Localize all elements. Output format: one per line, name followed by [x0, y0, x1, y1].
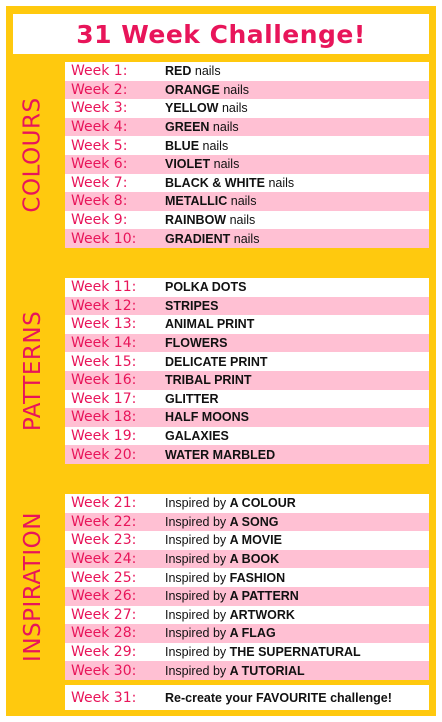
- section-rows: [65, 278, 429, 464]
- section-rows: [65, 494, 429, 680]
- week-label: Week 19:: [71, 428, 137, 445]
- week-label: Week 21:: [71, 495, 137, 512]
- challenge-text: WATER MARBLED: [165, 447, 276, 462]
- section-patterns: [13, 278, 429, 464]
- challenge-text: VIOLET nails: [165, 157, 240, 172]
- challenge-text: FLOWERS: [165, 336, 228, 351]
- section-rows: [65, 62, 429, 248]
- challenge-text: Inspired by A PATTERN: [165, 589, 299, 604]
- challenge-text: HALF MOONS: [165, 410, 250, 425]
- challenge-text: TRIBAL PRINT: [165, 373, 252, 388]
- week-label: Week 4:: [71, 119, 128, 136]
- week-row: [65, 211, 429, 230]
- challenge-text: Inspired by THE SUPERNATURAL: [165, 645, 361, 660]
- challenge-text: RAINBOW nails: [165, 213, 256, 228]
- challenge-text: ORANGE nails: [165, 82, 250, 97]
- week-row: [65, 174, 429, 193]
- section-colours: [13, 62, 429, 248]
- week-label: Week 16:: [71, 372, 137, 389]
- title-box: [13, 14, 429, 54]
- week-row: [65, 315, 429, 334]
- week-label: Week 12:: [71, 297, 137, 314]
- week-label: Week 17:: [71, 390, 137, 407]
- week-label: Week 8:: [71, 193, 128, 210]
- week-label: Week 14:: [71, 335, 137, 352]
- challenge-text: Re-create your FAVOURITE challenge!: [165, 690, 392, 705]
- challenge-text: Inspired by FASHION: [165, 570, 286, 585]
- challenge-text: Inspired by A FLAG: [165, 626, 276, 641]
- week-label: Week 22:: [71, 513, 137, 530]
- week-label: Week 9:: [71, 212, 128, 229]
- week-row: [65, 352, 429, 371]
- challenge-text: Inspired by ARTWORK: [165, 607, 295, 622]
- challenge-text: Inspired by A SONG: [165, 514, 279, 529]
- challenge-text: GRADIENT nails: [165, 231, 260, 246]
- week-label: Week 23:: [71, 532, 137, 549]
- week-label: Week 11:: [71, 279, 137, 296]
- week-label: Week 27:: [71, 606, 137, 623]
- week-label: Week 24:: [71, 551, 137, 568]
- week-label: Week 29:: [71, 644, 137, 661]
- final-challenge-row: [65, 685, 429, 710]
- week-row: [65, 550, 429, 569]
- week-row: [65, 334, 429, 353]
- challenge-text: METALLIC nails: [165, 194, 257, 209]
- week-row: [65, 99, 429, 118]
- challenge-text: GALAXIES: [165, 429, 229, 444]
- week-label: Week 30:: [71, 662, 137, 679]
- challenge-text: GREEN nails: [165, 120, 239, 135]
- week-label: Week 7:: [71, 174, 128, 191]
- week-label: Week 6:: [71, 156, 128, 173]
- week-label: Week 1:: [71, 63, 128, 80]
- challenge-text: Inspired by A BOOK: [165, 552, 280, 567]
- week-label: Week 20:: [71, 446, 137, 463]
- week-label: Week 5:: [71, 137, 128, 154]
- week-row: [65, 427, 429, 446]
- week-row: [65, 643, 429, 662]
- challenge-text: POLKA DOTS: [165, 280, 247, 295]
- week-row: [65, 661, 429, 680]
- week-row: [65, 531, 429, 550]
- week-row: [65, 278, 429, 297]
- section-label-colours: COLOURS: [20, 97, 46, 213]
- week-row: [65, 408, 429, 427]
- section-inspiration: [13, 494, 429, 680]
- week-label: Week 31:: [71, 689, 137, 706]
- challenge-text: ANIMAL PRINT: [165, 317, 255, 332]
- section-label-inspiration: INSPIRATION: [20, 512, 47, 662]
- week-row: [65, 118, 429, 137]
- week-label: Week 15:: [71, 353, 137, 370]
- week-row: [65, 155, 429, 174]
- week-label: Week 28:: [71, 625, 137, 642]
- week-row: [65, 606, 429, 625]
- week-label: Week 25:: [71, 569, 137, 586]
- page-title: 31 Week Challenge!: [76, 19, 366, 49]
- week-row: [65, 568, 429, 587]
- challenge-text: Inspired by A TUTORIAL: [165, 663, 305, 678]
- challenge-text: Inspired by A COLOUR: [165, 496, 296, 511]
- week-row: [65, 81, 429, 100]
- week-label: Week 13:: [71, 316, 137, 333]
- week-label: Week 2:: [71, 81, 128, 98]
- week-row: [65, 62, 429, 81]
- week-row: [65, 494, 429, 513]
- challenge-text: GLITTER: [165, 391, 219, 406]
- week-row: [65, 229, 429, 248]
- week-row: [65, 624, 429, 643]
- challenge-text: RED nails: [165, 64, 221, 79]
- challenge-text: YELLOW nails: [165, 101, 248, 116]
- week-row: [65, 445, 429, 464]
- week-label: Week 18:: [71, 409, 137, 426]
- challenge-text: Inspired by A MOVIE: [165, 533, 282, 548]
- week-label: Week 10:: [71, 230, 137, 247]
- challenge-text: BLACK & WHITE nails: [165, 175, 295, 190]
- section-label-patterns: PATTERNS: [20, 310, 47, 432]
- week-row: [65, 587, 429, 606]
- challenge-text: STRIPES: [165, 298, 219, 313]
- challenge-text: DELICATE PRINT: [165, 354, 268, 369]
- week-label: Week 3:: [71, 100, 128, 117]
- week-row: [65, 371, 429, 390]
- week-row: [65, 297, 429, 316]
- week-row: [65, 513, 429, 532]
- week-row: [65, 192, 429, 211]
- challenge-text: BLUE nails: [165, 138, 229, 153]
- week-label: Week 26:: [71, 588, 137, 605]
- week-row: [65, 390, 429, 409]
- week-row: [65, 136, 429, 155]
